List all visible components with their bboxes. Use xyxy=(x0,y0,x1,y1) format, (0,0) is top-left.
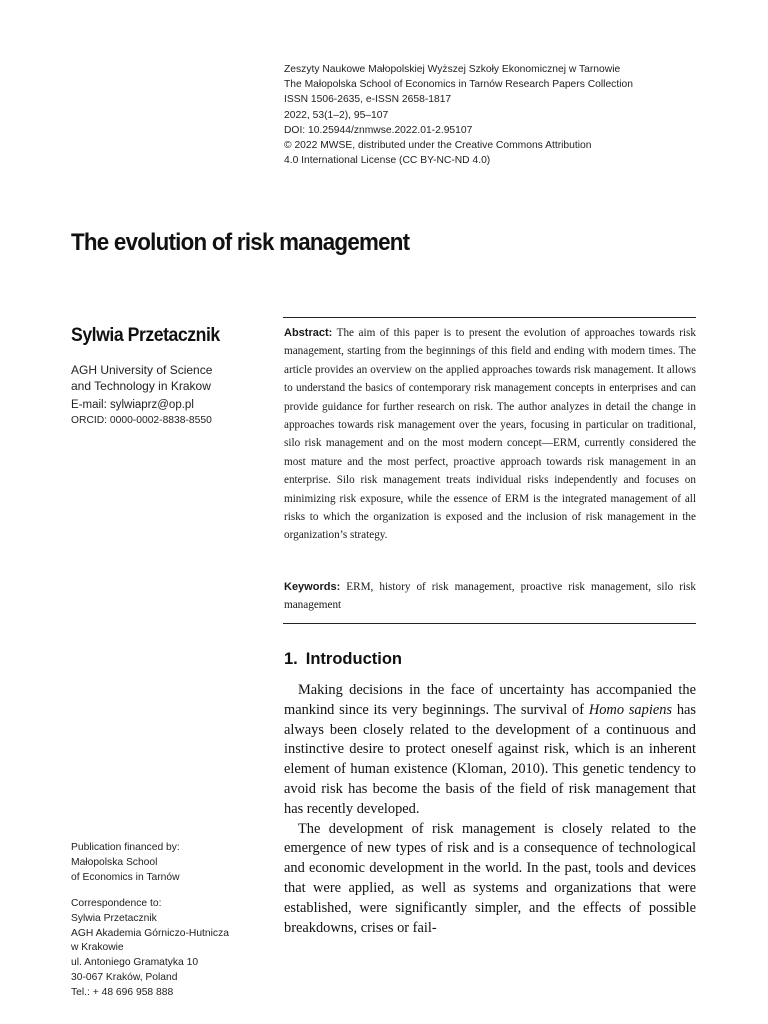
author-orcid: ORCID: 0000-0002-8838-8550 xyxy=(71,415,212,426)
publication-line: of Economics in Tarnów xyxy=(71,871,180,883)
issn: ISSN 1506-2635, e-ISSN 2658-1817 xyxy=(284,94,452,106)
section-heading xyxy=(284,650,402,669)
journal-info xyxy=(284,62,724,168)
keywords-label: Keywords: xyxy=(284,581,341,593)
author-affiliation xyxy=(71,363,271,394)
species-name: Homo sapiens xyxy=(588,701,673,718)
abstract-label: Abstract: xyxy=(284,327,333,339)
keywords xyxy=(284,578,696,615)
correspondence-line: Correspondence to: xyxy=(71,898,162,909)
author-name: Sylwia Przetacznik xyxy=(71,325,220,346)
paragraph xyxy=(284,681,696,820)
doi: DOI: 10.25944/znmwse.2022.01-2.95107 xyxy=(284,124,473,136)
publication-line: Publication financed by: xyxy=(71,842,180,853)
journal-name-pl: Zeszyty Naukowe Małopolskiej Wyższej Szkoły Ekonomicznej w Tarnowie xyxy=(284,64,621,75)
abstract xyxy=(284,324,696,545)
affiliation-line: AGH University of Science xyxy=(71,363,213,377)
correspondence-line: 30-067 Kraków, Poland xyxy=(71,971,178,983)
license-line-2: 4.0 International License (CC BY-NC-ND 4.0) xyxy=(284,155,491,167)
correspondence-line: Sylwia Przetacznik xyxy=(71,912,157,924)
license-line-1: © 2022 MWSE, distributed under the Creative Commons Attribution xyxy=(284,140,592,152)
correspondence-line: w Krakowie xyxy=(71,942,124,954)
paper-title: The evolution of risk management xyxy=(71,229,410,256)
correspondence-line: ul. Antoniego Gramatyka 10 xyxy=(71,957,199,969)
abstract-bottom-rule xyxy=(283,623,696,624)
paragraph: The development of risk management is closely related to the emergence of new types of risk and is a consequence of technological and economic development in the world. In the past, tools and devices that were applied, as well as systems and organizations that were established, were significantly simpler, and the effects of possible breakdowns, crises or fail- xyxy=(284,820,696,936)
affiliation-line: and Technology in Krakow xyxy=(71,378,211,393)
journal-name-en: The Małopolska School of Economics in Tarnów Research Papers Collection xyxy=(284,79,633,91)
publication-note xyxy=(71,841,271,885)
correspondence-line: AGH Akademia Górniczo-Hutnicza xyxy=(71,927,229,939)
publication-line: Małopolska School xyxy=(71,856,158,868)
author-email: E-mail: sylwiaprz@op.pl xyxy=(71,399,194,411)
volume-pages: 2022, 53(1–2), 95–107 xyxy=(284,109,389,121)
section-body xyxy=(284,681,696,938)
paragraph-text: Making decisions in the face of uncertainty has accompanied the mankind since its very beginnings. The survival of xyxy=(284,682,696,718)
correspondence-note xyxy=(71,897,271,1001)
section-title: Introduction xyxy=(305,650,402,668)
paragraph-text: has always been closely related to the development of a continuous and instinctive desire to protect oneself against risk, which is an inherent element of human existence (Kloman, 2010). This genetic tendency to avoid risk has become the basis of the field of risk management that has recently developed. xyxy=(284,701,697,817)
correspondence-line: Tel.: + 48 696 958 888 xyxy=(71,986,174,998)
abstract-text: The aim of this paper is to present the evolution of approaches towards risk management, starting from the beginnings of this field and ending with modern times. The article provides an overview on the applied approaches towards risk management. It allows to understand the basics of contemporary risk management concepts in enterprises and can provide guidance for further research on risk. The author analyzes in detail the change in approaches towards risk management over the years, focusing in particular on traditional, silo risk management and on the most modern concept—ERM, currently considered the most mature and the most perfect, proactive approach towards risk management in an enterprise. Silo risk management treats individual risks independently and focuses on minimizing risk exposure, while the essence of ERM is the integrated management of all risks to which the organization is exposed and the inclusion of risk management in the organization’s strategy. xyxy=(284,327,696,542)
abstract-top-rule xyxy=(283,317,696,318)
keywords-text: ERM, history of risk management, proactive risk management, silo risk management xyxy=(284,581,696,612)
section-number: 1. xyxy=(284,650,298,668)
